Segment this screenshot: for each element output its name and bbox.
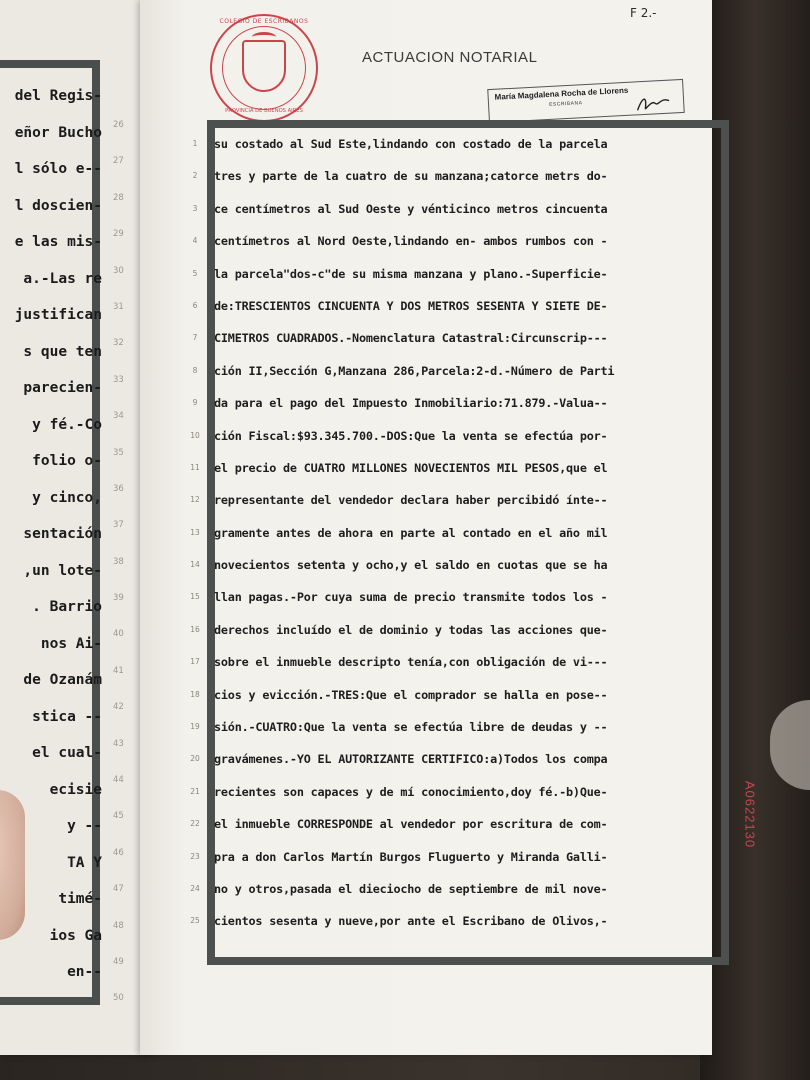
previous-page-line: y fé.-Co bbox=[32, 416, 102, 433]
deed-line: no y otros,pasada el dieciocho de septiembre de mil nove- bbox=[214, 881, 608, 896]
line-number: 16 bbox=[190, 624, 200, 634]
line-number: 26 bbox=[113, 120, 124, 130]
line-number: 38 bbox=[113, 556, 124, 567]
line-number: 21 bbox=[190, 786, 200, 796]
deed-line: el precio de CUATRO MILLONES NOVECIENTOS MIL PESOS,que el bbox=[214, 460, 608, 475]
previous-page-line: eñor Bucho bbox=[14, 124, 102, 141]
line-number: 2 bbox=[192, 171, 198, 181]
notary-role: ESCRIBANA bbox=[548, 100, 583, 108]
previous-page-line: ios Ga bbox=[49, 927, 102, 944]
line-number: 48 bbox=[113, 920, 124, 931]
line-number: 40 bbox=[113, 629, 124, 640]
line-number: 14 bbox=[190, 560, 200, 570]
deed-line: pra a don Carlos Martín Burgos Fluguerto y Miranda Galli- bbox=[214, 849, 608, 864]
previous-page-line: e las mis- bbox=[14, 234, 102, 250]
line-number: 5 bbox=[192, 268, 198, 278]
line-number: 49 bbox=[113, 956, 124, 967]
deed-line: novecientos setenta y ocho,y el saldo en cuotas que se ha bbox=[214, 558, 608, 573]
line-number: 29 bbox=[113, 229, 124, 240]
line-number: 44 bbox=[113, 775, 124, 786]
previous-page-line: en-- bbox=[67, 964, 102, 980]
line-number: 15 bbox=[190, 592, 200, 602]
line-number: 45 bbox=[113, 811, 124, 822]
notary-college-seal bbox=[210, 14, 318, 122]
deed-line: gravámenes.-YO EL AUTORIZANTE CERTIFICO:a)Todos los compa bbox=[214, 752, 608, 767]
line-number: 39 bbox=[113, 593, 124, 604]
line-number: 42 bbox=[113, 702, 124, 713]
deed-line: centímetros al Nord Oeste,lindando en- ambos rumbos con - bbox=[214, 234, 608, 249]
line-number: 41 bbox=[113, 665, 124, 676]
line-number: 9 bbox=[192, 398, 198, 408]
line-number: 20 bbox=[190, 754, 200, 764]
page-title: ACTUACION NOTARIAL bbox=[362, 49, 538, 66]
deed-line: cios y evicción.-TRES:Que el comprador se halla en pose-- bbox=[214, 687, 608, 702]
deed-line: ción Fiscal:$93.345.700.-DOS:Que la venta se efectúa por- bbox=[214, 428, 608, 443]
line-number: 11 bbox=[190, 462, 200, 472]
line-number: 36 bbox=[113, 483, 124, 494]
line-number: 3 bbox=[192, 203, 198, 213]
deed-line: de:TRESCIENTOS CINCUENTA Y DOS METROS SESENTA Y SIETE DE- bbox=[214, 298, 608, 313]
seal-bottom-text: PROVINCIA DE BUENOS AIRES bbox=[225, 108, 303, 114]
thumb bbox=[0, 790, 25, 940]
line-number: 33 bbox=[113, 374, 124, 385]
previous-page-line: ecisie bbox=[49, 781, 102, 798]
line-number: 31 bbox=[113, 301, 124, 312]
previous-page-line: ,un lote- bbox=[23, 562, 102, 579]
line-number: 23 bbox=[190, 851, 200, 861]
deed-line: gramente antes de ahora en parte al contado en el año mil bbox=[214, 525, 608, 540]
line-number: 25 bbox=[190, 916, 200, 926]
line-number: 43 bbox=[113, 738, 124, 749]
previous-page-line: del Regis- bbox=[14, 88, 102, 104]
previous-page-line: s que ten bbox=[23, 343, 102, 360]
deed-line: ción II,Sección G,Manzana 286,Parcela:2-d.-Número de Parti bbox=[214, 363, 615, 378]
deed-line: representante del vendedor declara haber percibidó ínte-- bbox=[214, 493, 608, 508]
line-number: 30 bbox=[113, 265, 124, 276]
deed-line: ce centímetros al Sud Oeste y vénticinco metros cincuenta bbox=[214, 201, 608, 216]
line-number: 19 bbox=[190, 722, 200, 732]
deed-line: derechos incluído el de dominio y todas las acciones que- bbox=[214, 622, 608, 637]
notary-name: María Magdalena Rocha de Llorens bbox=[494, 85, 629, 102]
previous-page-line: . Barrio bbox=[32, 599, 102, 615]
folio-number: F 2.- bbox=[630, 6, 657, 20]
deed-line: tres y parte de la cuatro de su manzana;catorce metrs do- bbox=[214, 169, 608, 184]
previous-page-line: parecien- bbox=[23, 380, 102, 396]
previous-page-line: a.-Las re bbox=[23, 270, 102, 287]
line-number: 24 bbox=[190, 883, 200, 893]
deed-line: recientes son capaces y de mí conocimiento,doy fé.-b)Que- bbox=[214, 784, 608, 799]
deed-text bbox=[214, 135, 720, 945]
line-number: 6 bbox=[192, 300, 198, 310]
line-numbers bbox=[183, 137, 207, 947]
previous-page-line: l doscien- bbox=[14, 197, 102, 214]
line-number: 17 bbox=[190, 657, 200, 667]
line-number: 27 bbox=[113, 156, 124, 167]
line-number: 46 bbox=[113, 847, 124, 858]
line-number: 7 bbox=[192, 333, 198, 343]
previous-page-line: el cual- bbox=[32, 745, 102, 761]
line-number: 4 bbox=[192, 236, 198, 246]
line-number: 12 bbox=[190, 495, 200, 505]
signature-icon bbox=[635, 93, 672, 115]
line-number: 32 bbox=[113, 338, 124, 349]
previous-page-line: l sólo e-- bbox=[14, 161, 102, 177]
line-number: 13 bbox=[190, 527, 200, 537]
line-number: 35 bbox=[113, 447, 124, 458]
previous-page-line: stica -- bbox=[32, 708, 102, 725]
line-number: 10 bbox=[190, 430, 200, 440]
deed-line: llan pagas.-Por cuya suma de precio transmite todos los - bbox=[214, 590, 608, 605]
previous-page bbox=[0, 0, 150, 1055]
deed-line: da para el pago del Impuesto Inmobiliario:71.879.-Valua-- bbox=[214, 396, 608, 411]
line-number: 50 bbox=[113, 993, 124, 1004]
previous-page-line-numbers bbox=[113, 120, 137, 1030]
line-number: 28 bbox=[113, 192, 124, 203]
line-number: 18 bbox=[190, 689, 200, 699]
previous-page-line: TA Y bbox=[67, 854, 102, 871]
previous-page-line: y cinco, bbox=[32, 489, 102, 506]
line-number: 1 bbox=[192, 139, 198, 148]
previous-page-line: justifican bbox=[14, 307, 102, 323]
previous-page-line: timé- bbox=[58, 891, 102, 907]
deed-line: cientos sesenta y nueve,por ante el Escribano de Olivos,- bbox=[214, 914, 608, 929]
deed-line: la parcela"dos-c"de su misma manzana y plano.-Superficie- bbox=[214, 266, 608, 281]
shield-icon bbox=[242, 40, 286, 92]
previous-page-line: sentación bbox=[23, 526, 102, 542]
line-number: 22 bbox=[190, 819, 200, 829]
serial-number bbox=[742, 755, 758, 875]
seal-top-text: COLEGIO DE ESCRIBANOS bbox=[219, 18, 309, 25]
line-number: 34 bbox=[113, 411, 124, 422]
line-number: 47 bbox=[113, 884, 124, 895]
deed-line: sobre el inmueble descripto tenía,con obligación de vi--- bbox=[214, 655, 608, 670]
serial-number-text: A0622130 bbox=[742, 780, 758, 849]
previous-page-line: folio o- bbox=[32, 453, 102, 469]
deed-line: el inmueble CORRESPONDE al vendedor por escritura de com- bbox=[214, 817, 608, 832]
deed-line: sión.-CUATRO:Que la venta se efectúa libre de deudas y -- bbox=[214, 720, 608, 735]
line-number: 8 bbox=[192, 365, 198, 375]
previous-page-line: nos Ai- bbox=[40, 635, 102, 652]
previous-page-line: de Ozanám bbox=[23, 672, 102, 688]
deed-line: CIMETROS CUADRADOS.-Nomenclatura Catastral:Circunscrip--- bbox=[214, 331, 608, 346]
previous-page-line: y -- bbox=[67, 818, 102, 834]
line-number: 37 bbox=[113, 520, 124, 531]
deed-line: su costado al Sud Este,lindando con costado de la parcela bbox=[214, 137, 608, 151]
